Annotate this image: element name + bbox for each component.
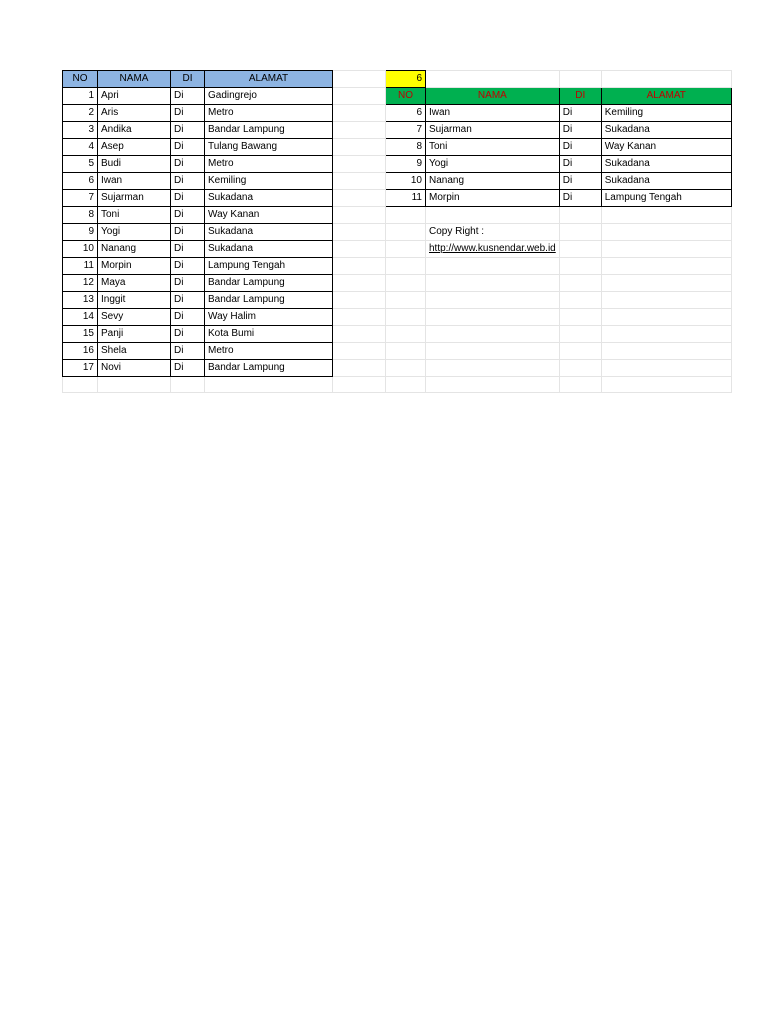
table-row <box>63 105 732 122</box>
left-cell-nama[interactable]: Aris <box>98 105 171 122</box>
left-cell-di[interactable]: Di <box>171 207 205 224</box>
table-row <box>63 71 732 88</box>
empty-cell[interactable] <box>601 224 731 241</box>
left-cell-alamat[interactable]: Bandar Lampung <box>205 275 333 292</box>
left-header-di[interactable]: DI <box>171 71 205 88</box>
left-cell-di[interactable]: Di <box>171 88 205 105</box>
left-cell-no[interactable]: 3 <box>63 122 98 139</box>
left-cell-nama[interactable]: Nanang <box>98 241 171 258</box>
right-cell-alamat[interactable]: Sukadana <box>601 122 731 139</box>
left-cell-nama[interactable]: Iwan <box>98 173 171 190</box>
left-cell-di[interactable]: Di <box>171 139 205 156</box>
table-row <box>63 173 732 190</box>
left-cell-nama[interactable]: Asep <box>98 139 171 156</box>
left-cell-di[interactable]: Di <box>171 309 205 326</box>
left-cell-nama[interactable]: Novi <box>98 360 171 377</box>
empty-cell[interactable] <box>333 343 386 360</box>
table-row <box>63 292 732 309</box>
empty-cell[interactable] <box>559 258 601 275</box>
left-cell-nama[interactable]: Sevy <box>98 309 171 326</box>
right-cell-alamat[interactable]: Kemiling <box>601 105 731 122</box>
left-cell-alamat[interactable]: Sukadana <box>205 190 333 207</box>
table-row <box>63 343 732 360</box>
right-cell-di[interactable]: Di <box>559 122 601 139</box>
empty-cell[interactable] <box>386 360 426 377</box>
left-cell-alamat[interactable]: Bandar Lampung <box>205 122 333 139</box>
right-cell-nama[interactable]: Toni <box>426 139 560 156</box>
table-row <box>63 207 732 224</box>
right-cell-nama[interactable]: Sujarman <box>426 122 560 139</box>
empty-cell[interactable] <box>333 241 386 258</box>
left-cell-nama[interactable]: Yogi <box>98 224 171 241</box>
left-cell-alamat[interactable]: Metro <box>205 105 333 122</box>
empty-cell[interactable] <box>333 326 386 343</box>
right-cell-nama[interactable]: Yogi <box>426 156 560 173</box>
empty-cell[interactable] <box>205 377 333 393</box>
empty-cell[interactable] <box>333 377 386 393</box>
empty-cell[interactable] <box>601 71 731 88</box>
right-cell-di[interactable]: Di <box>559 156 601 173</box>
left-cell-di[interactable]: Di <box>171 292 205 309</box>
left-cell-nama[interactable]: Maya <box>98 275 171 292</box>
left-cell-alamat[interactable]: Way Halim <box>205 309 333 326</box>
copyright-label: Copy Right : <box>426 224 560 241</box>
empty-cell[interactable] <box>601 326 731 343</box>
key-input-cell[interactable]: 6 <box>386 71 426 88</box>
left-cell-no[interactable]: 16 <box>63 343 98 360</box>
empty-cell[interactable] <box>426 309 560 326</box>
left-header-alamat[interactable]: ALAMAT <box>205 71 333 88</box>
table-row <box>63 241 732 258</box>
empty-cell[interactable] <box>559 224 601 241</box>
left-cell-no[interactable]: 4 <box>63 139 98 156</box>
empty-cell[interactable] <box>386 207 426 224</box>
left-cell-no[interactable]: 5 <box>63 156 98 173</box>
empty-cell[interactable] <box>333 122 386 139</box>
left-cell-no[interactable]: 8 <box>63 207 98 224</box>
left-cell-di[interactable]: Di <box>171 326 205 343</box>
empty-cell[interactable] <box>386 292 426 309</box>
table-row <box>63 88 732 105</box>
empty-cell[interactable] <box>386 224 426 241</box>
left-cell-no[interactable]: 13 <box>63 292 98 309</box>
spreadsheet-grid <box>62 70 732 393</box>
left-cell-nama[interactable]: Andika <box>98 122 171 139</box>
empty-cell[interactable] <box>601 377 731 393</box>
right-cell-di[interactable]: Di <box>559 190 601 207</box>
right-cell-di[interactable]: Di <box>559 105 601 122</box>
right-cell-di[interactable]: Di <box>559 139 601 156</box>
table-row <box>63 275 732 292</box>
grid-body <box>63 71 732 393</box>
left-cell-no[interactable]: 15 <box>63 326 98 343</box>
left-cell-nama[interactable]: Panji <box>98 326 171 343</box>
empty-cell[interactable] <box>426 275 560 292</box>
left-cell-alamat[interactable]: Gadingrejo <box>205 88 333 105</box>
empty-cell[interactable] <box>426 360 560 377</box>
empty-cell[interactable] <box>601 241 731 258</box>
empty-cell[interactable] <box>386 241 426 258</box>
copyright-link-cell[interactable] <box>426 241 560 258</box>
empty-cell[interactable] <box>386 326 426 343</box>
right-cell-no[interactable]: 10 <box>386 173 426 190</box>
right-cell-no[interactable]: 9 <box>386 156 426 173</box>
empty-cell[interactable] <box>601 207 731 224</box>
left-cell-no[interactable]: 10 <box>63 241 98 258</box>
left-cell-alamat[interactable]: Bandar Lampung <box>205 292 333 309</box>
empty-cell[interactable] <box>386 309 426 326</box>
right-cell-alamat[interactable]: Sukadana <box>601 156 731 173</box>
right-cell-di[interactable]: Di <box>559 173 601 190</box>
left-cell-di[interactable]: Di <box>171 360 205 377</box>
left-cell-nama[interactable]: Budi <box>98 156 171 173</box>
right-cell-no[interactable]: 6 <box>386 105 426 122</box>
empty-cell[interactable] <box>386 258 426 275</box>
left-cell-nama[interactable]: Shela <box>98 343 171 360</box>
table-row <box>63 377 732 393</box>
empty-cell[interactable] <box>333 360 386 377</box>
empty-cell[interactable] <box>559 207 601 224</box>
left-cell-nama[interactable]: Morpin <box>98 258 171 275</box>
left-cell-alamat[interactable]: Way Kanan <box>205 207 333 224</box>
empty-cell[interactable] <box>426 326 560 343</box>
empty-cell[interactable] <box>559 343 601 360</box>
empty-cell[interactable] <box>559 360 601 377</box>
left-cell-no[interactable]: 17 <box>63 360 98 377</box>
left-cell-no[interactable]: 2 <box>63 105 98 122</box>
table-row <box>63 139 732 156</box>
empty-cell[interactable] <box>601 275 731 292</box>
right-cell-nama[interactable]: Nanang <box>426 173 560 190</box>
right-cell-alamat[interactable]: Way Kanan <box>601 139 731 156</box>
empty-cell[interactable] <box>426 207 560 224</box>
empty-cell[interactable] <box>601 258 731 275</box>
empty-cell[interactable] <box>386 275 426 292</box>
empty-cell[interactable] <box>171 377 205 393</box>
empty-cell[interactable] <box>559 377 601 393</box>
table-row <box>63 258 732 275</box>
left-cell-alamat[interactable]: Sukadana <box>205 224 333 241</box>
empty-cell[interactable] <box>333 224 386 241</box>
empty-cell[interactable] <box>333 71 386 88</box>
left-cell-di[interactable]: Di <box>171 173 205 190</box>
empty-cell[interactable] <box>386 377 426 393</box>
empty-cell[interactable] <box>333 258 386 275</box>
empty-cell[interactable] <box>333 275 386 292</box>
left-cell-no[interactable]: 14 <box>63 309 98 326</box>
left-cell-di[interactable]: Di <box>171 343 205 360</box>
empty-cell[interactable] <box>333 292 386 309</box>
empty-cell[interactable] <box>333 88 386 105</box>
empty-cell[interactable] <box>601 360 731 377</box>
empty-cell[interactable] <box>559 326 601 343</box>
empty-cell[interactable] <box>559 292 601 309</box>
left-cell-alamat[interactable]: Metro <box>205 156 333 173</box>
empty-cell[interactable] <box>386 343 426 360</box>
right-cell-nama[interactable]: Iwan <box>426 105 560 122</box>
left-cell-di[interactable]: Di <box>171 190 205 207</box>
table-row <box>63 224 732 241</box>
table-row <box>63 190 732 207</box>
empty-cell[interactable] <box>559 71 601 88</box>
left-cell-no[interactable]: 7 <box>63 190 98 207</box>
empty-cell[interactable] <box>333 309 386 326</box>
empty-cell[interactable] <box>601 343 731 360</box>
empty-cell[interactable] <box>333 173 386 190</box>
left-cell-alamat[interactable]: Kemiling <box>205 173 333 190</box>
left-cell-nama[interactable]: Toni <box>98 207 171 224</box>
empty-cell[interactable] <box>333 207 386 224</box>
left-cell-di[interactable]: Di <box>171 224 205 241</box>
empty-cell[interactable] <box>333 156 386 173</box>
right-header-nama[interactable]: NAMA <box>426 88 560 105</box>
left-cell-nama[interactable]: Inggit <box>98 292 171 309</box>
table-row <box>63 156 732 173</box>
empty-cell[interactable] <box>333 139 386 156</box>
right-cell-no[interactable]: 8 <box>386 139 426 156</box>
table-row <box>63 122 732 139</box>
left-cell-no[interactable]: 9 <box>63 224 98 241</box>
left-cell-di[interactable]: Di <box>171 241 205 258</box>
table-row <box>63 309 732 326</box>
left-cell-alamat[interactable]: Tulang Bawang <box>205 139 333 156</box>
right-cell-alamat[interactable]: Lampung Tengah <box>601 190 731 207</box>
empty-cell[interactable] <box>601 292 731 309</box>
empty-cell[interactable] <box>98 377 171 393</box>
empty-cell[interactable] <box>426 292 560 309</box>
right-cell-no[interactable]: 11 <box>386 190 426 207</box>
left-cell-no[interactable]: 1 <box>63 88 98 105</box>
empty-cell[interactable] <box>559 275 601 292</box>
left-header-nama[interactable]: NAMA <box>98 71 171 88</box>
right-cell-nama[interactable]: Morpin <box>426 190 560 207</box>
right-cell-alamat[interactable]: Sukadana <box>601 173 731 190</box>
left-cell-nama[interactable]: Apri <box>98 88 171 105</box>
left-cell-no[interactable]: 11 <box>63 258 98 275</box>
left-header-no[interactable]: NO <box>63 71 98 88</box>
left-cell-alamat[interactable]: Metro <box>205 343 333 360</box>
empty-cell[interactable] <box>426 258 560 275</box>
empty-cell[interactable] <box>426 71 560 88</box>
left-cell-no[interactable]: 6 <box>63 173 98 190</box>
table-row <box>63 326 732 343</box>
left-cell-no[interactable]: 12 <box>63 275 98 292</box>
copyright-link[interactable]: http://www.kusnendar.web.id <box>429 243 556 254</box>
empty-cell[interactable] <box>426 343 560 360</box>
empty-cell[interactable] <box>333 190 386 207</box>
right-header-di[interactable]: DI <box>559 88 601 105</box>
right-header-alamat[interactable]: ALAMAT <box>601 88 731 105</box>
left-cell-nama[interactable]: Sujarman <box>98 190 171 207</box>
right-cell-no[interactable]: 7 <box>386 122 426 139</box>
empty-cell[interactable] <box>559 241 601 258</box>
left-cell-alamat[interactable]: Sukadana <box>205 241 333 258</box>
left-cell-alamat[interactable]: Kota Bumi <box>205 326 333 343</box>
empty-cell[interactable] <box>63 377 98 393</box>
left-cell-alamat[interactable]: Lampung Tengah <box>205 258 333 275</box>
left-cell-di[interactable]: Di <box>171 258 205 275</box>
table-row <box>63 360 732 377</box>
right-header-no[interactable]: NO <box>386 88 426 105</box>
empty-cell[interactable] <box>601 309 731 326</box>
left-cell-di[interactable]: Di <box>171 156 205 173</box>
empty-cell[interactable] <box>333 105 386 122</box>
left-cell-di[interactable]: Di <box>171 122 205 139</box>
left-cell-alamat[interactable]: Bandar Lampung <box>205 360 333 377</box>
empty-cell[interactable] <box>426 377 560 393</box>
left-cell-di[interactable]: Di <box>171 105 205 122</box>
left-cell-di[interactable]: Di <box>171 275 205 292</box>
empty-cell[interactable] <box>559 309 601 326</box>
